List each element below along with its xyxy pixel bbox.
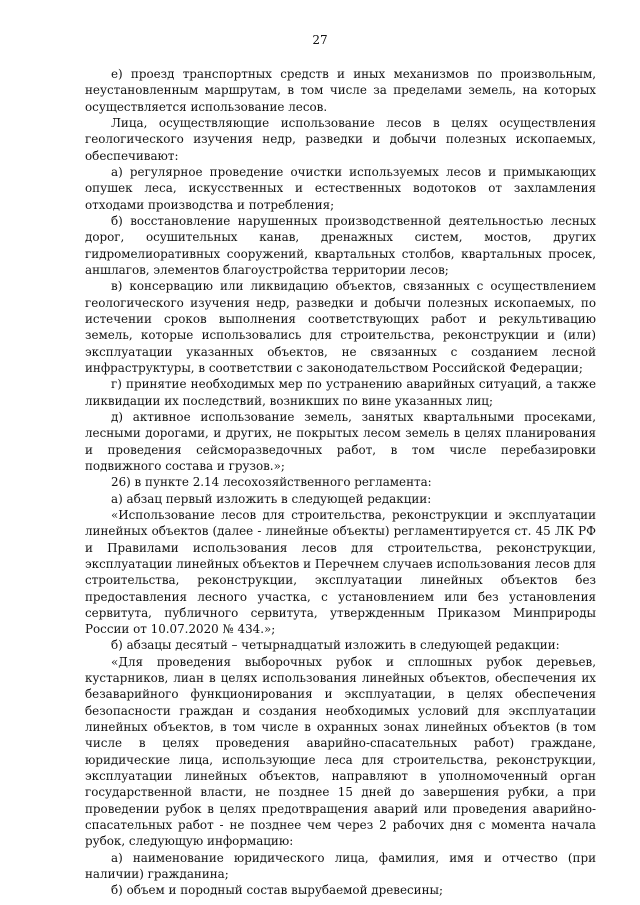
paragraph: Лица, осуществляющие использование лесов в целях осуществления геологического изучения недр, разведки и добычи полезных ископаемых, обеспечивают: [85,115,596,163]
paragraph: б) абзацы десятый – четырнадцатый изложить в следующей редакции: [111,638,560,653]
paragraph: а) наименование юридического лица, фамилия, имя и отчество (при наличии) гражданина; [85,850,596,882]
document-body [85,66,596,899]
paragraph: а) абзац первый изложить в следующей редакции: [111,491,432,506]
paragraph: д) активное использование земель, занятых квартальными просеками, лесными дорогами, и других, не покрытых лесом земель в целях планирования и проведения сейсморазведочных работ, в том числе перебазировки подвижного состава и грузов.»; [85,409,596,473]
paragraph: б) восстановление нарушенных производственной деятельностью лесных дорог, осушительных канав, дренажных систем, мостов, других гидромелиоративных сооружений, квартальных столбов, квартальных просек, аншлагов, элементов благоустройства территории лесов; [85,213,596,277]
page-number: 27 [312,33,328,47]
paragraph: «Использование лесов для строительства, реконструкции и эксплуатации линейных объектов (далее - линейные объекты) регламентируется ст. 45 ЛК РФ и Правилами использования лесов для строительства, реконструкции, эксплуатации линейных объектов и Перечнем случаев использования лесов для строительства, реконструкции, эксплуатации линейных объектов без предоставления лесного участка, с установлением или без установления сервитута, публичного сервитута, утвержденным Приказом Минприроды России от 10.07.2020 № 434.»; [85,507,596,637]
paragraph: 26) в пункте 2.14 лесохозяйственного регламента: [111,475,432,490]
paragraph: е) проезд транспортных средств и иных механизмов по произвольным, неустановленным маршрутам, в том числе за пределами земель, на которых осуществляется использование лесов. [85,67,596,114]
paragraph: г) принятие необходимых мер по устранению аварийных ситуаций, а также ликвидации их последствий, возникших по вине указанных лиц; [85,377,596,408]
paragraph: «Для проведения выборочных рубок и сплошных рубок деревьев, кустарников, лиан в целях использования линейных объектов, обеспечения их безаварийного функционирования и эксплуатации, в целях обеспечения безопасности граждан и создания необходимых условий для эксплуатации линейных объектов, в том числе в охранных зонах линейных объектов (в том числе в целях проведения аварийно-спасательных работ) граждане, юридические лица, использующие леса для строительства, реконструкции, эксплуатации линейных объектов, направляют в уполномоченный орган государственной власти, не позднее 15 дней до завершения рубки, а при проведении рубок в целях предотвращения аварий или проведения аварийно-спасательных работ - не позднее чем через 2 рабочих дня с момента начала рубок, следующую информацию: [85,654,596,849]
paragraph: в) консервацию или ликвидацию объектов, связанных с осуществлением геологического изучения недр, разведки и добычи полезных ископаемых, по истечении сроков выполнения соответствующих работ и рекультивацию земель, которые использовались для строительства, реконструкции и (или) эксплуатации указанных объектов, не связанных с созданием лесной инфраструктуры, в соответствии с законодательством Российской Федерации; [85,279,596,375]
paragraph: а) регулярное проведение очистки используемых лесов и примыкающих опушек леса, искусственных и естественных водотоков от захламления отходами производства и потребления; [85,164,596,212]
paragraph: б) объем и породный состав вырубаемой древесины; [111,883,443,898]
